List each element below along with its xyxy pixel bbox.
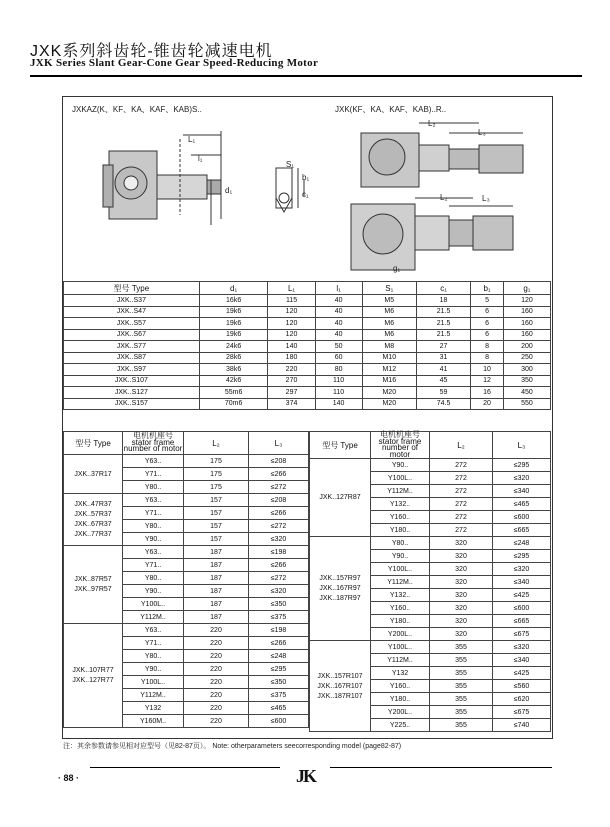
motor-cell: Y180.. [371,615,430,628]
motor-cell: 157 [184,507,249,520]
dim-L1: L₁ [188,135,196,144]
motor-cell: ≤266 [249,468,309,481]
motor-row [64,624,309,637]
motor-cell: ≤340 [493,576,551,589]
motor-cell: Y112M.. [371,654,430,667]
motor-cell: Y100L.. [371,641,430,654]
motor-cell: 320 [430,576,493,589]
motor-cell: Y112M.. [371,576,430,589]
type-label: JXK..67R37 [74,521,112,528]
motor-cell: 320 [430,628,493,641]
motor-cell: Y100L.. [123,598,184,611]
table1-cell: 550 [503,398,550,410]
table1-cell: JXK..S107 [64,375,200,387]
dim-S1: S₁ [286,160,295,169]
type-group-cell [64,624,123,728]
table1-cell: 12 [471,375,504,387]
table1-cell: M6 [362,306,416,318]
motor-cell: ≤320 [249,533,309,546]
left-gearmotor-drawing [95,125,235,230]
motor-cell: 187 [184,546,249,559]
motor-table-right [309,431,551,732]
table1-cell: M10 [362,352,416,364]
table1-cell: 450 [503,387,550,399]
motor-cell: Y71.. [123,468,184,481]
brand-logo: JK [296,766,316,786]
motor-cell: ≤340 [493,654,551,667]
motor-cell: ≤665 [493,615,551,628]
motor-cell: ≤740 [493,719,551,732]
table1-cell: 16 [471,387,504,399]
motor-cell: Y132.. [371,498,430,511]
motor-cell: ≤320 [493,563,551,576]
dim-g1: g₁ [393,264,401,273]
table1-cell: JXK..S47 [64,306,200,318]
table1-cell: 50 [315,341,362,353]
motor-cell: ≤266 [249,559,309,572]
right-top-gearmotor-drawing [355,115,530,195]
table1-row [64,387,551,399]
table1-cell: 40 [315,318,362,330]
table1-cell: JXK..S157 [64,398,200,410]
motor-cell: Y100L.. [371,563,430,576]
motor-cell: ≤272 [249,481,309,494]
motor-cell: 220 [184,702,249,715]
motor-cell: ≤272 [249,572,309,585]
motor-cell: Y71.. [123,637,184,650]
table1-cell: 140 [268,341,315,353]
motor-cell: ≤600 [249,715,309,728]
table1-cell: M20 [362,387,416,399]
table1-cell: JXK..S97 [64,364,200,376]
table1-cell: 40 [315,329,362,341]
col-frame: 电机机座号 stator frame number of motor [371,432,430,459]
motor-cell: Y225.. [371,719,430,732]
type-label: JXK..187R107 [317,692,363,700]
motor-cell: 320 [430,550,493,563]
motor-cell: ≤208 [249,455,309,468]
motor-cell: ≤425 [493,589,551,602]
table1-cell: 55m6 [199,387,268,399]
table1-row [64,364,551,376]
table1-cell: 19k6 [199,306,268,318]
motor-cell: ≤620 [493,693,551,706]
table1-row [64,295,551,307]
header-rule [30,75,582,77]
motor-cell: ≤675 [493,706,551,719]
table1-header: g₁ [503,282,550,295]
motor-cell: 272 [430,524,493,537]
motor-cell: Y180.. [371,693,430,706]
table1-cell: 38k6 [199,364,268,376]
table1-cell: 10 [471,364,504,376]
motor-cell: Y90.. [123,533,184,546]
motor-cell: Y80.. [123,650,184,663]
motor-cell: ≤198 [249,624,309,637]
table1-cell: 6 [471,329,504,341]
type-label: JXK..77R37 [74,531,112,538]
table1-cell: 120 [268,318,315,330]
motor-table-left [63,431,309,728]
col-l3: L₃ [493,432,551,459]
table1-cell: 60 [315,352,362,364]
table1-cell: 220 [268,364,315,376]
table1-cell: 45 [416,375,470,387]
table1-cell: 70m6 [199,398,268,410]
table1-row [64,352,551,364]
motor-cell: 272 [430,459,493,472]
motor-row [64,455,309,468]
motor-cell: ≤320 [493,641,551,654]
motor-cell: 187 [184,585,249,598]
table1-row [64,318,551,330]
table1-cell: 40 [315,295,362,307]
col-l2: L₂ [184,432,249,455]
motor-cell: 355 [430,680,493,693]
table1-cell: 6 [471,306,504,318]
motor-cell: Y71.. [123,507,184,520]
type-label: JXK..97R57 [74,586,112,593]
motor-cell: 272 [430,485,493,498]
table1-header: c₁ [416,282,470,295]
table1-cell: 5 [471,295,504,307]
motor-cell: Y90.. [371,459,430,472]
motor-cell: Y71.. [123,559,184,572]
motor-cell: 355 [430,654,493,667]
motor-cell: ≤350 [249,676,309,689]
col-type: 型号 Type [64,432,123,455]
motor-cell: 220 [184,650,249,663]
table1-cell: JXK..S77 [64,341,200,353]
motor-row [310,537,551,550]
table1-cell: 120 [268,306,315,318]
type-label: JXK..157R97 [319,575,361,582]
table1-cell: 28k6 [199,352,268,364]
table1-cell: JXK..S127 [64,387,200,399]
table1-row [64,306,551,318]
footer-rule [90,767,280,768]
type-label: JXK..157R107 [317,672,363,680]
motor-row [64,494,309,507]
table1-row [64,341,551,353]
table1-cell: 74.5 [416,398,470,410]
motor-cell: ≤295 [493,550,551,563]
motor-cell: Y180.. [371,524,430,537]
table1-cell: 374 [268,398,315,410]
type-group-cell [64,546,123,624]
motor-cell: 272 [430,511,493,524]
motor-cell: ≤375 [249,611,309,624]
type-group-cell [64,455,123,494]
motor-cell: ≤266 [249,507,309,520]
col-l2: L₂ [430,432,493,459]
table1-cell: M5 [362,295,416,307]
table1-header: d₁ [199,282,268,295]
motor-cell: 157 [184,494,249,507]
motor-cell: 355 [430,667,493,680]
motor-cell: 272 [430,472,493,485]
table1-cell: 16k6 [199,295,268,307]
table1-cell: 250 [503,352,550,364]
col-l3: L₃ [249,432,309,455]
table1-cell: 27 [416,341,470,353]
motor-cell: 157 [184,533,249,546]
table1-cell: 21.5 [416,318,470,330]
footer-rule-right [330,767,552,768]
table1-cell: 140 [315,398,362,410]
table1-cell: M20 [362,398,416,410]
motor-cell: 320 [430,602,493,615]
table1-header: S₁ [362,282,416,295]
motor-cell: 175 [184,455,249,468]
page-title-cn: JXK系列斜齿轮-锥齿轮减速电机 [30,43,273,60]
motor-cell: ≤272 [249,520,309,533]
table1-row [64,329,551,341]
table1-cell: M8 [362,341,416,353]
motor-cell: Y200L.. [371,706,430,719]
type-label: JXK..187R97 [319,595,361,602]
table1-cell: M12 [362,364,416,376]
motor-row [64,546,309,559]
motor-cell: Y63.. [123,546,184,559]
table1-header: l₁ [315,282,362,295]
motor-cell: Y90.. [123,663,184,676]
motor-cell: ≤560 [493,680,551,693]
motor-cell: 220 [184,663,249,676]
motor-cell: ≤465 [493,498,551,511]
type-label: JXK..47R37 [74,501,112,508]
footnote: 注：其余参数请参见相对应型号（见82-87页）。 Note: otherparameters seecorresponding model (page82-87) [63,743,402,750]
motor-cell: Y80.. [123,481,184,494]
motor-cell: Y160.. [371,511,430,524]
motor-cell: Y200L.. [371,628,430,641]
type-group-cell [310,537,371,641]
motor-cell: ≤320 [493,472,551,485]
motor-cell: Y112M.. [123,689,184,702]
page-title-en: JXK Series Slant Gear-Cone Gear Speed-Reducing Motor [30,57,319,69]
table1-cell: 20 [471,398,504,410]
table1-cell: M6 [362,329,416,341]
table1-cell: 41 [416,364,470,376]
table1-cell: 110 [315,387,362,399]
motor-cell: ≤600 [493,511,551,524]
motor-cell: Y160.. [371,680,430,693]
motor-cell: 220 [184,715,249,728]
table1-cell: 21.5 [416,306,470,318]
motor-cell: ≤320 [249,585,309,598]
dim-L3-top: L₃ [478,128,486,137]
col-frame: 电机机座号 stator frame number of motor [123,431,183,454]
table1-cell: 59 [416,387,470,399]
type-label: JXK..167R107 [317,682,363,690]
col-type: 型号 Type [310,432,371,459]
motor-cell: Y80.. [371,537,430,550]
dim-l1: l₁ [198,154,203,163]
table1-cell: 110 [315,375,362,387]
motor-cell: 220 [184,637,249,650]
type-group-cell [310,459,371,537]
motor-cell: 355 [430,706,493,719]
motor-cell: ≤295 [493,459,551,472]
motor-cell: 272 [430,498,493,511]
motor-cell: Y63.. [123,494,184,507]
table1-cell: 6 [471,318,504,330]
motor-cell: Y160.. [371,602,430,615]
motor-row [310,459,551,472]
table1-header: b₁ [471,282,504,295]
page-number: · 88 · [58,773,80,783]
motor-cell: 175 [184,481,249,494]
dim-L3-bottom: L₃ [482,194,490,203]
motor-cell: 355 [430,719,493,732]
table1-cell: 350 [503,375,550,387]
motor-cell: ≤465 [249,702,309,715]
motor-cell: ≤266 [249,637,309,650]
table1-cell: 8 [471,352,504,364]
motor-cell: 220 [184,689,249,702]
left-drawing-label: JXKAZ(K、KF、KA、KAF、KAB)S.. [72,105,202,114]
motor-cell: 355 [430,641,493,654]
motor-cell: Y63.. [123,624,184,637]
motor-cell: Y132 [371,667,430,680]
table1-row [64,375,551,387]
motor-cell: Y112M.. [371,485,430,498]
motor-cell: 187 [184,598,249,611]
table1-cell: 120 [268,329,315,341]
type-label: JXK..87R57 [74,576,112,583]
motor-cell: 320 [430,563,493,576]
motor-cell: ≤600 [493,602,551,615]
dim-c1: c₁ [302,190,309,199]
type-label: JXK..107R77 [72,667,114,674]
dim-b1: b₁ [302,173,310,182]
table1-cell: 40 [315,306,362,318]
table1-cell: 24k6 [199,341,268,353]
motor-cell: Y90.. [371,550,430,563]
motor-cell: Y112M.. [123,611,184,624]
motor-cell: Y80.. [123,572,184,585]
table1-cell: 270 [268,375,315,387]
right-drawing-label: JXK(KF、KA、KAF、KAB)..R.. [335,105,447,114]
table1-cell: 21.5 [416,329,470,341]
motor-cell: 187 [184,611,249,624]
table1-cell: 300 [503,364,550,376]
motor-cell: ≤248 [249,650,309,663]
motor-cell: 220 [184,624,249,637]
motor-cell: ≤248 [493,537,551,550]
table1-cell: 200 [503,341,550,353]
motor-cell: ≤665 [493,524,551,537]
type-label: JXK..127R77 [72,677,114,684]
motor-cell: Y132.. [371,589,430,602]
type-group-cell [64,494,123,546]
table1-cell: 31 [416,352,470,364]
type-label: JXK..57R37 [74,511,112,518]
motor-cell: 220 [184,676,249,689]
motor-cell: ≤350 [249,598,309,611]
table1-cell: 18 [416,295,470,307]
table1-cell: 297 [268,387,315,399]
motor-cell: 175 [184,468,249,481]
motor-cell: 320 [430,615,493,628]
table1-cell: 42k6 [199,375,268,387]
dim-d1: d₁ [225,186,233,195]
table1-cell: 160 [503,329,550,341]
motor-cell: 157 [184,520,249,533]
motor-cell: ≤340 [493,485,551,498]
right-bottom-gearmotor-drawing [345,192,520,277]
motor-cell: Y100L.. [371,472,430,485]
motor-cell: 187 [184,572,249,585]
motor-cell: 320 [430,537,493,550]
motor-cell: 355 [430,693,493,706]
table1-cell: 120 [503,295,550,307]
table1-cell: 80 [315,364,362,376]
type-label: JXK..167R97 [319,585,361,592]
table1-cell: JXK..S57 [64,318,200,330]
table1-header: L₁ [268,282,315,295]
table1-cell: JXK..S67 [64,329,200,341]
table1-header: 型号 Type [64,282,200,295]
motor-cell: ≤295 [249,663,309,676]
table1-cell: 19k6 [199,318,268,330]
motor-cell: ≤208 [249,494,309,507]
motor-cell: Y160M.. [123,715,184,728]
table1-cell: 8 [471,341,504,353]
table1-row [64,398,551,410]
motor-cell: ≤375 [249,689,309,702]
motor-cell: Y63.. [123,455,184,468]
type-label: JXK..127R87 [319,494,361,501]
table1-cell: JXK..S87 [64,352,200,364]
dim-L2-top: L₂ [428,119,436,128]
type-group-cell [310,641,371,732]
motor-cell: Y100L.. [123,676,184,689]
table1-cell: M16 [362,375,416,387]
table1-cell: 19k6 [199,329,268,341]
table1-cell: 160 [503,318,550,330]
motor-row [310,641,551,654]
shaft-dimension-table [63,281,551,410]
table1-cell: JXK..S37 [64,295,200,307]
motor-cell: Y80.. [123,520,184,533]
motor-cell: 320 [430,589,493,602]
type-label: JXK..37R17 [74,470,112,478]
motor-cell: Y132 [123,702,184,715]
motor-cell: ≤675 [493,628,551,641]
motor-cell: ≤425 [493,667,551,680]
table1-cell: 160 [503,306,550,318]
motor-cell: ≤198 [249,546,309,559]
table1-cell: 180 [268,352,315,364]
table1-cell: 115 [268,295,315,307]
dim-L2-bottom: L₂ [440,193,448,202]
motor-cell: 187 [184,559,249,572]
table1-cell: M6 [362,318,416,330]
motor-cell: Y90.. [123,585,184,598]
